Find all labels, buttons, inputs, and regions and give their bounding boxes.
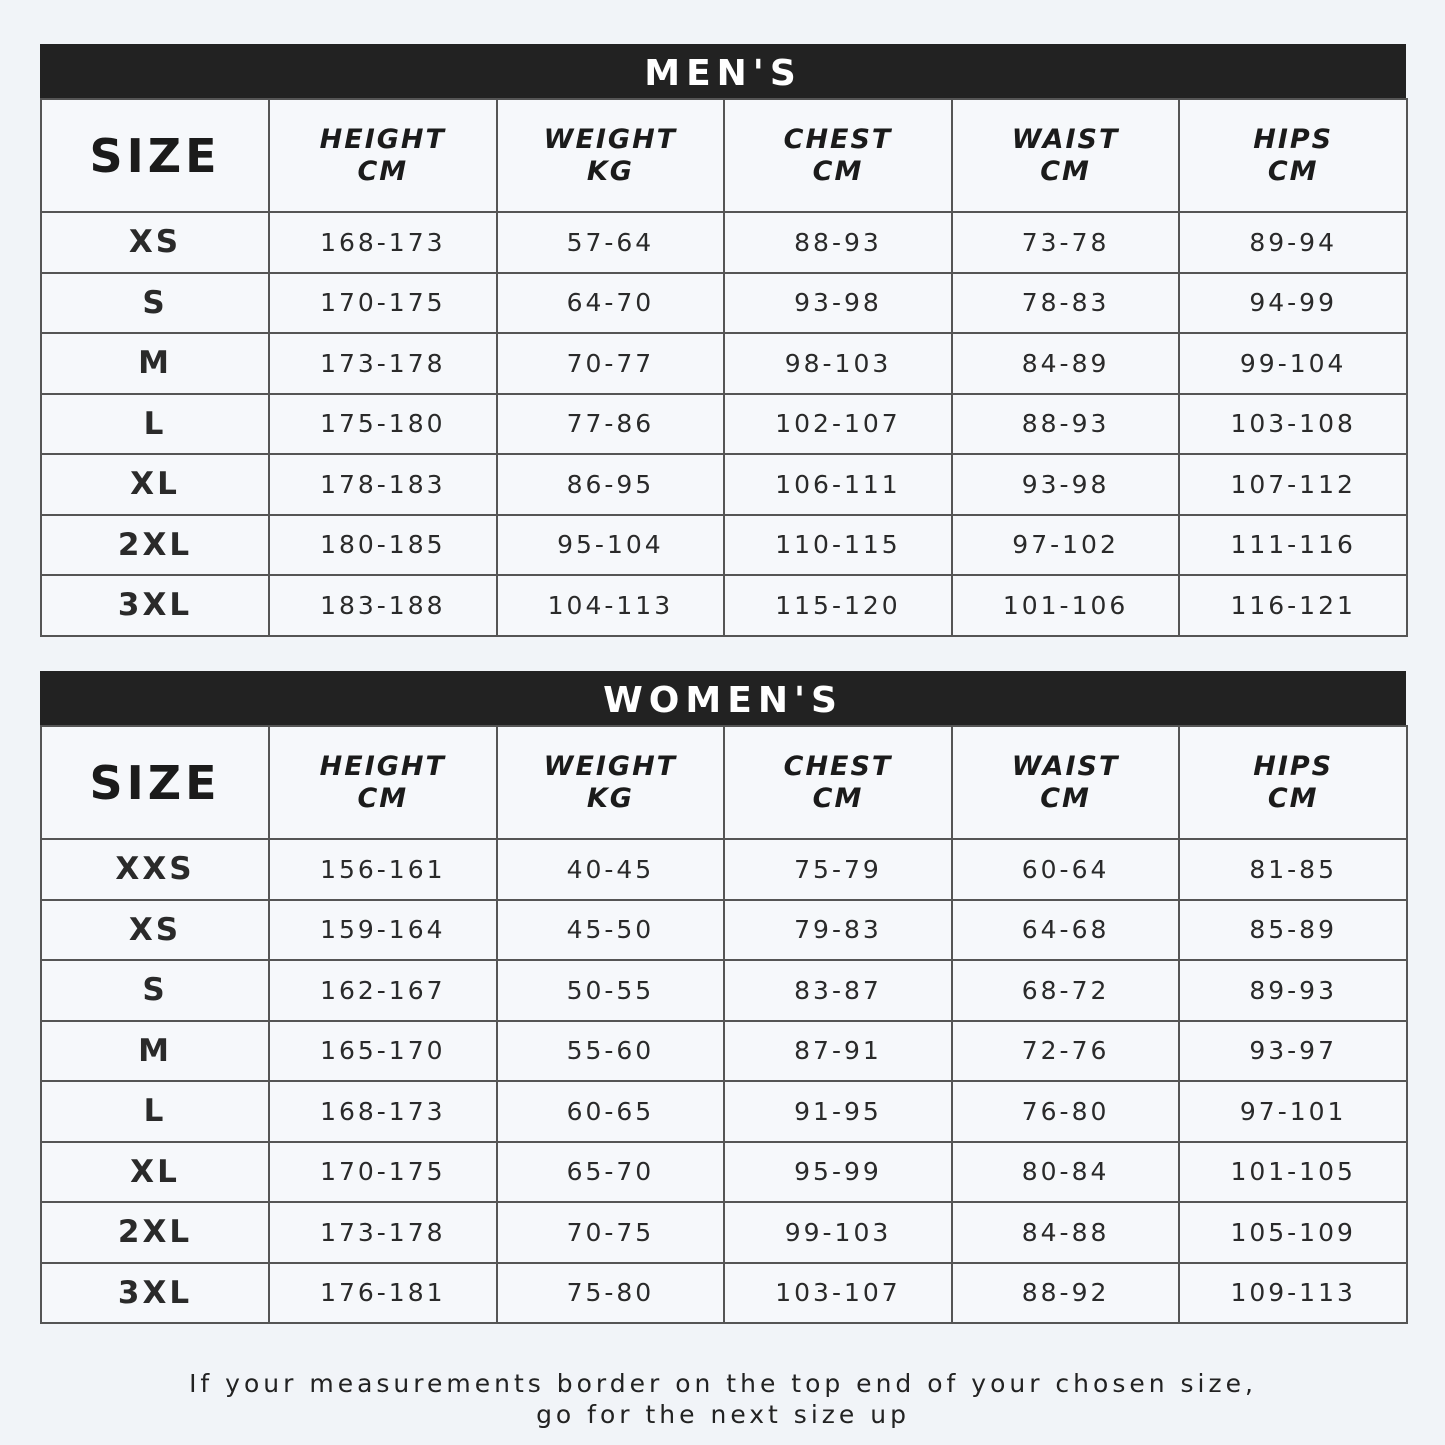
measurement-cell-height: 159-164 (269, 900, 497, 961)
measurement-cell-height: 176-181 (269, 1263, 497, 1324)
measurement-cell-hips: 94-99 (1179, 273, 1407, 334)
measurement-cell-height: 165-170 (269, 1021, 497, 1082)
measurement-cell-weight: 45-50 (497, 900, 725, 961)
size-label-cell: 3XL (41, 575, 269, 636)
column-header-waist (952, 99, 1180, 212)
measurement-cell-height: 175-180 (269, 394, 497, 455)
measurement-cell-hips: 85-89 (1179, 900, 1407, 961)
column-header-chest (724, 99, 952, 212)
measurement-cell-chest: 99-103 (724, 1202, 952, 1263)
measurement-cell-hips: 99-104 (1179, 333, 1407, 394)
table-row (41, 212, 1407, 273)
mens-chart-title: MEN'S (40, 44, 1406, 98)
column-header-weight (497, 99, 725, 212)
column-unit: CM (1040, 155, 1091, 187)
measurement-cell-weight: 65-70 (497, 1142, 725, 1203)
size-label-cell: M (41, 1021, 269, 1082)
measurement-cell-weight: 40-45 (497, 839, 725, 900)
measurement-cell-height: 170-175 (269, 1142, 497, 1203)
measurement-cell-waist: 68-72 (952, 960, 1180, 1021)
measurement-cell-hips: 103-108 (1179, 394, 1407, 455)
measurement-cell-weight: 60-65 (497, 1081, 725, 1142)
measurement-cell-waist: 60-64 (952, 839, 1180, 900)
size-label-cell: XXS (41, 839, 269, 900)
measurement-cell-hips: 89-93 (1179, 960, 1407, 1021)
table-row (41, 1081, 1407, 1142)
measurement-cell-chest: 75-79 (724, 839, 952, 900)
measurement-cell-hips: 93-97 (1179, 1021, 1407, 1082)
measurement-cell-weight: 50-55 (497, 960, 725, 1021)
measurement-cell-hips: 116-121 (1179, 575, 1407, 636)
column-header-height (269, 726, 497, 839)
measurement-cell-height: 183-188 (269, 575, 497, 636)
measurement-cell-weight: 86-95 (497, 454, 725, 515)
measurement-cell-height: 168-173 (269, 212, 497, 273)
table-row (41, 1021, 1407, 1082)
measurement-cell-waist: 80-84 (952, 1142, 1180, 1203)
mens-size-table (40, 98, 1408, 637)
measurement-cell-height: 162-167 (269, 960, 497, 1021)
footnote-line-2: go for the next size up (536, 1400, 910, 1429)
column-unit: CM (357, 782, 409, 814)
size-column-header: SIZE (41, 99, 269, 212)
table-row (41, 839, 1407, 900)
column-name: HIPS (1253, 123, 1334, 155)
size-column-header: SIZE (41, 726, 269, 839)
column-name: HEIGHT (319, 750, 446, 782)
table-row (41, 960, 1407, 1021)
measurement-cell-height: 170-175 (269, 273, 497, 334)
mens-size-chart (40, 44, 1406, 637)
womens-size-chart (40, 671, 1406, 1324)
size-label-cell: XS (41, 212, 269, 273)
measurement-cell-weight: 64-70 (497, 273, 725, 334)
size-label-cell: XL (41, 1142, 269, 1203)
measurement-cell-hips: 105-109 (1179, 1202, 1407, 1263)
measurement-cell-weight: 75-80 (497, 1263, 725, 1324)
column-unit: CM (1267, 782, 1319, 814)
measurement-cell-waist: 101-106 (952, 575, 1180, 636)
measurement-cell-chest: 98-103 (724, 333, 952, 394)
column-name: WAIST (1011, 123, 1120, 155)
measurement-cell-hips: 97-101 (1179, 1081, 1407, 1142)
column-header-hips (1179, 726, 1407, 839)
measurement-cell-weight: 57-64 (497, 212, 725, 273)
column-header-height (269, 99, 497, 212)
measurement-cell-chest: 87-91 (724, 1021, 952, 1082)
column-unit: CM (1267, 155, 1319, 187)
size-label-cell: L (41, 1081, 269, 1142)
measurement-cell-height: 173-178 (269, 333, 497, 394)
measurement-cell-weight: 77-86 (497, 394, 725, 455)
measurement-cell-hips: 107-112 (1179, 454, 1407, 515)
size-label-cell: M (41, 333, 269, 394)
column-header-weight (497, 726, 725, 839)
table-row (41, 515, 1407, 576)
measurement-cell-chest: 102-107 (724, 394, 952, 455)
measurement-cell-height: 173-178 (269, 1202, 497, 1263)
table-row (41, 273, 1407, 334)
table-row (41, 1263, 1407, 1324)
measurement-cell-waist: 88-92 (952, 1263, 1180, 1324)
column-unit: KG (586, 155, 634, 187)
measurement-cell-hips: 109-113 (1179, 1263, 1407, 1324)
measurement-cell-chest: 83-87 (724, 960, 952, 1021)
measurement-cell-chest: 103-107 (724, 1263, 952, 1324)
measurement-cell-weight: 95-104 (497, 515, 725, 576)
table-row (41, 575, 1407, 636)
size-label-cell: XS (41, 900, 269, 961)
size-label-cell: 3XL (41, 1263, 269, 1324)
measurement-cell-waist: 84-88 (952, 1202, 1180, 1263)
size-label-cell: S (41, 960, 269, 1021)
measurement-cell-waist: 93-98 (952, 454, 1180, 515)
table-row (41, 900, 1407, 961)
column-name: HEIGHT (319, 123, 446, 155)
table-row (41, 454, 1407, 515)
sizing-footnote (40, 1368, 1406, 1430)
column-name: CHEST (783, 750, 893, 782)
measurement-cell-chest: 91-95 (724, 1081, 952, 1142)
measurement-cell-waist: 76-80 (952, 1081, 1180, 1142)
column-unit: CM (812, 782, 864, 814)
measurement-cell-height: 156-161 (269, 839, 497, 900)
measurement-cell-hips: 101-105 (1179, 1142, 1407, 1203)
column-name: HIPS (1253, 750, 1334, 782)
column-unit: CM (812, 155, 864, 187)
measurement-cell-chest: 88-93 (724, 212, 952, 273)
column-name: CHEST (783, 123, 893, 155)
womens-chart-title: WOMEN'S (40, 671, 1406, 725)
measurement-cell-chest: 93-98 (724, 273, 952, 334)
measurement-cell-waist: 84-89 (952, 333, 1180, 394)
column-name: WEIGHT (543, 123, 678, 155)
measurement-cell-height: 178-183 (269, 454, 497, 515)
column-header-hips (1179, 99, 1407, 212)
measurement-cell-waist: 64-68 (952, 900, 1180, 961)
measurement-cell-waist: 88-93 (952, 394, 1180, 455)
measurement-cell-hips: 89-94 (1179, 212, 1407, 273)
measurement-cell-waist: 73-78 (952, 212, 1180, 273)
size-label-cell: 2XL (41, 515, 269, 576)
size-label-cell: L (41, 394, 269, 455)
column-name: WEIGHT (543, 750, 678, 782)
column-header-chest (724, 726, 952, 839)
measurement-cell-weight: 55-60 (497, 1021, 725, 1082)
measurement-cell-weight: 104-113 (497, 575, 725, 636)
header-row (41, 726, 1407, 839)
measurement-cell-hips: 111-116 (1179, 515, 1407, 576)
table-row (41, 333, 1407, 394)
column-unit: CM (1040, 782, 1091, 814)
footnote-line-1: If your measurements border on the top end of your chosen size, (189, 1369, 1257, 1398)
table-row (41, 394, 1407, 455)
column-unit: KG (586, 782, 634, 814)
womens-size-table (40, 725, 1408, 1324)
size-label-cell: XL (41, 454, 269, 515)
size-label-cell: S (41, 273, 269, 334)
measurement-cell-waist: 72-76 (952, 1021, 1180, 1082)
size-label-cell: 2XL (41, 1202, 269, 1263)
measurement-cell-chest: 115-120 (724, 575, 952, 636)
column-unit: CM (357, 155, 409, 187)
measurement-cell-weight: 70-77 (497, 333, 725, 394)
table-row (41, 1202, 1407, 1263)
measurement-cell-hips: 81-85 (1179, 839, 1407, 900)
table-row (41, 1142, 1407, 1203)
measurement-cell-chest: 79-83 (724, 900, 952, 961)
measurement-cell-chest: 110-115 (724, 515, 952, 576)
column-name: WAIST (1011, 750, 1120, 782)
measurement-cell-chest: 95-99 (724, 1142, 952, 1203)
measurement-cell-weight: 70-75 (497, 1202, 725, 1263)
measurement-cell-waist: 78-83 (952, 273, 1180, 334)
header-row (41, 99, 1407, 212)
measurement-cell-waist: 97-102 (952, 515, 1180, 576)
column-header-waist (952, 726, 1180, 839)
measurement-cell-height: 168-173 (269, 1081, 497, 1142)
measurement-cell-chest: 106-111 (724, 454, 952, 515)
measurement-cell-height: 180-185 (269, 515, 497, 576)
